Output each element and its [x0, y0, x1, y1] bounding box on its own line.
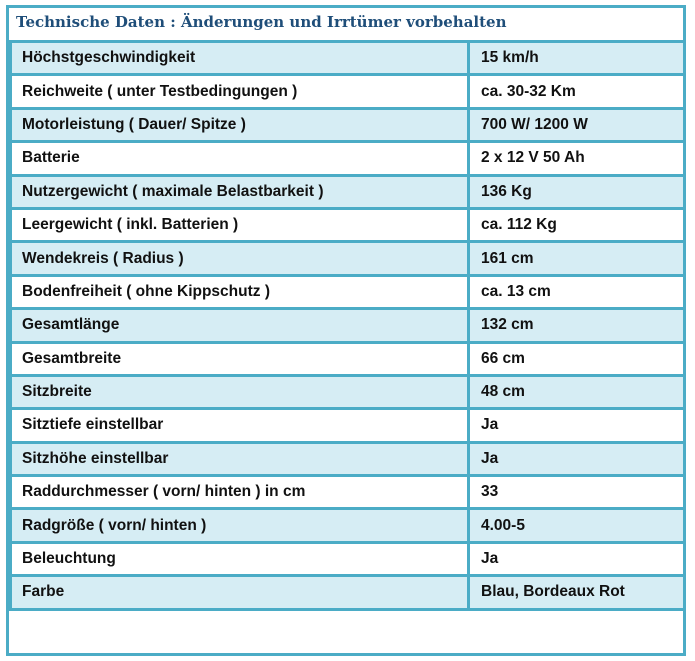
table-row	[11, 142, 685, 175]
row-label: Farbe	[11, 576, 469, 609]
row-label: Reichweite ( unter Testbedingungen )	[11, 75, 469, 108]
table-title: Technische Daten : Änderungen und Irrtümer vorbehalten	[16, 13, 507, 31]
row-label: Radgröße ( vorn/ hinten )	[11, 509, 469, 542]
row-value: ca. 13 cm	[469, 275, 685, 308]
row-label: Sitztiefe einstellbar	[11, 409, 469, 442]
row-label: Beleuchtung	[11, 542, 469, 575]
table-row	[11, 242, 685, 275]
row-value: 132 cm	[469, 309, 685, 342]
row-label: Wendekreis ( Radius )	[11, 242, 469, 275]
table-row	[11, 342, 685, 375]
spec-table-body	[11, 42, 685, 610]
row-value: 136 Kg	[469, 175, 685, 208]
row-label: Höchstgeschwindigkeit	[11, 42, 469, 75]
row-value: ca. 112 Kg	[469, 208, 685, 241]
row-label: Nutzergewicht ( maximale Belastbarkeit )	[11, 175, 469, 208]
row-label: Bodenfreiheit ( ohne Kippschutz )	[11, 275, 469, 308]
table-row	[11, 442, 685, 475]
row-value: Blau, Bordeaux Rot	[469, 576, 685, 609]
row-value: 2 x 12 V 50 Ah	[469, 142, 685, 175]
row-label: Sitzbreite	[11, 375, 469, 408]
row-label: Leergewicht ( inkl. Batterien )	[11, 208, 469, 241]
row-label: Raddurchmesser ( vorn/ hinten ) in cm	[11, 476, 469, 509]
row-value: 48 cm	[469, 375, 685, 408]
table-row	[11, 509, 685, 542]
row-value: ca. 30-32 Km	[469, 75, 685, 108]
row-value: 66 cm	[469, 342, 685, 375]
row-value: 700 W/ 1200 W	[469, 108, 685, 141]
row-label: Gesamtbreite	[11, 342, 469, 375]
row-value: 4.00-5	[469, 509, 685, 542]
row-value: Ja	[469, 409, 685, 442]
row-label: Sitzhöhe einstellbar	[11, 442, 469, 475]
table-row	[11, 42, 685, 75]
table-row	[11, 108, 685, 141]
row-label: Motorleistung ( Dauer/ Spitze )	[11, 108, 469, 141]
table-row	[11, 476, 685, 509]
table-row	[11, 542, 685, 575]
table-row	[11, 275, 685, 308]
table-row	[11, 375, 685, 408]
row-value: 161 cm	[469, 242, 685, 275]
row-label: Batterie	[11, 142, 469, 175]
table-row	[11, 409, 685, 442]
row-value: 33	[469, 476, 685, 509]
row-label: Gesamtlänge	[11, 309, 469, 342]
table-row	[11, 175, 685, 208]
table-row	[11, 576, 685, 609]
row-value: Ja	[469, 542, 685, 575]
spec-table	[9, 40, 686, 611]
table-row	[11, 75, 685, 108]
table-row	[11, 208, 685, 241]
row-value: 15 km/h	[469, 42, 685, 75]
table-row	[11, 309, 685, 342]
row-value: Ja	[469, 442, 685, 475]
